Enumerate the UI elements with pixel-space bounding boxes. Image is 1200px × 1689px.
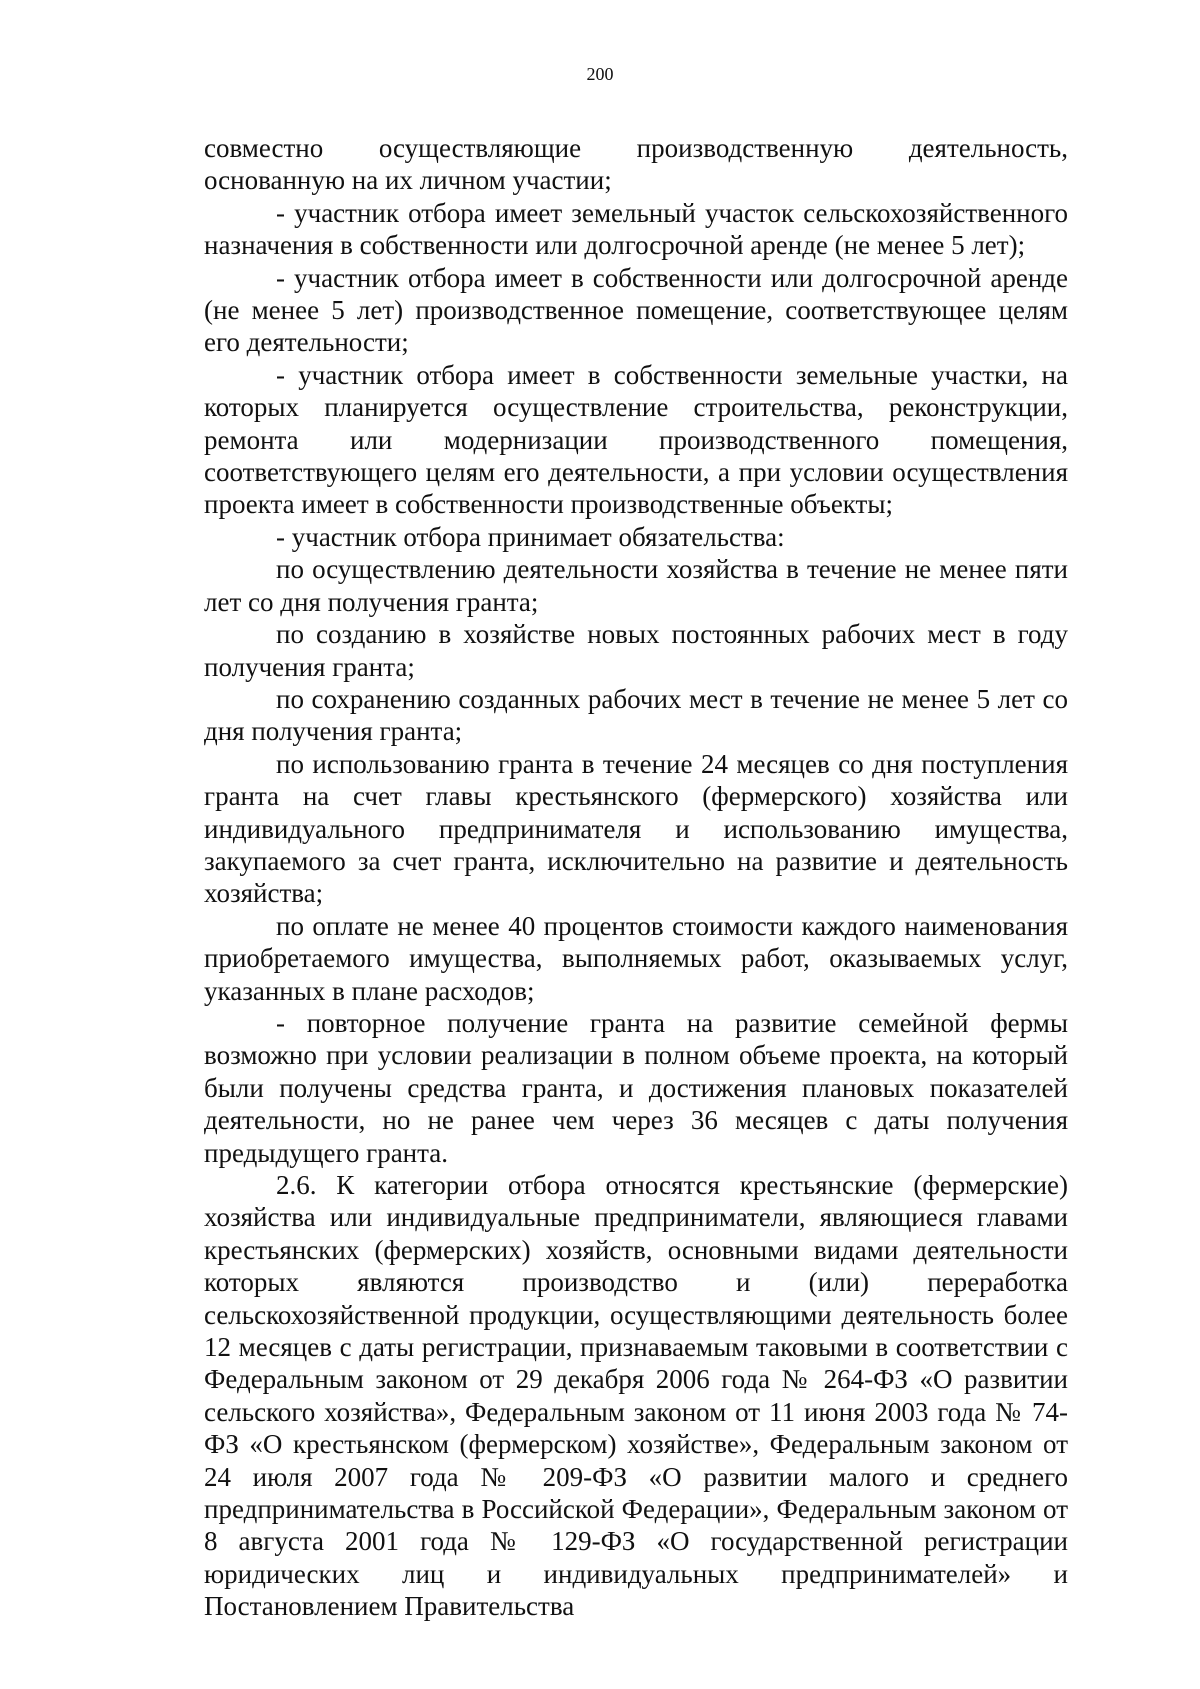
paragraph-premises-condition: - участник отбора имеет в собственности или долгосрочной аренде (не менее 5 лет) производственное помещение, соответствующее целям его деятельности; — [204, 262, 1068, 358]
paragraph-construction-land-condition: - участник отбора имеет в собственности земельные участки, на которых планируется осуществление строительства, реконструкции, ремонта или модернизации производственного помещения, соответствующего целям его деятельности, а при условии осуществления проекта имеет в собственности производственные объекты; — [204, 359, 1068, 520]
paragraph-obligation-grant-use: по использованию гранта в течение 24 месяцев со дня поступления гранта на счет главы крестьянского (фермерского) хозяйства или индивидуального предпринимателя и использованию имущества, закупаемого за счет гранта, исключительно на развитие и деятельность хозяйства; — [204, 748, 1068, 909]
paragraph-repeat-grant: - повторное получение гранта на развитие семейной фермы возможно при условии реализации в полном объеме проекта, на который были получены средства гранта, и достижения плановых показателей деятельности, но не ранее чем через 36 месяцев с даты получения предыдущего гранта. — [204, 1007, 1068, 1168]
paragraph-obligations-intro: - участник отбора принимает обязательства: — [276, 521, 785, 552]
paragraph-land-plot-condition: - участник отбора имеет земельный участок сельскохозяйственного назначения в собственности или долгосрочной аренде (не менее 5 лет); — [204, 197, 1068, 261]
document-body — [204, 132, 1068, 1623]
paragraph-obligation-payment: по оплате не менее 40 процентов стоимости каждого наименования приобретаемого имущества, выполняемых работ, оказываемых услуг, указанных в плане расходов; — [204, 910, 1068, 1006]
paragraph-continuation: совместно осуществляющие производственную деятельность, основанную на их личном участии; — [204, 133, 1068, 196]
paragraph-obligation-activity: по осуществлению деятельности хозяйства в течение не менее пяти лет со дня получения гранта; — [204, 554, 1068, 617]
paragraph-obligation-keep-jobs: по сохранению созданных рабочих мест в течение не менее 5 лет со дня получения гранта; — [204, 683, 1068, 747]
page-number: 200 — [586, 64, 614, 84]
paragraph-section-2-6: 2.6. К категории отбора относятся крестьянские (фермерские) хозяйства или индивидуальные предприниматели, являющиеся главами крестьянских (фермерских) хозяйств, основными видами деятельности которых являются производство и (или) переработка сельскохозяйственной продукции, осуществляющими деятельность более 12 месяцев с даты регистрации, признаваемым таковыми в соответствии с Федеральным законом от 29 декабря 2006 года № 264-ФЗ «О развитии сельского хозяйства», Федеральным законом от 11 июня 2003 года № 74-ФЗ «О крестьянском (фермерском) хозяйстве», Федеральным законом от 24 июля 2007 года № 209-ФЗ «О развитии малого и среднего предпринимательства в Российской Федерации», Федеральным законом от 8 августа 2001 года № 129-ФЗ «О государственной регистрации юридических лиц и индивидуальных предпринимателей» и Постановлением Правительства — [204, 1170, 1068, 1622]
paragraph-obligation-new-jobs: по созданию в хозяйстве новых постоянных рабочих мест в году получения гранта; — [204, 619, 1068, 682]
